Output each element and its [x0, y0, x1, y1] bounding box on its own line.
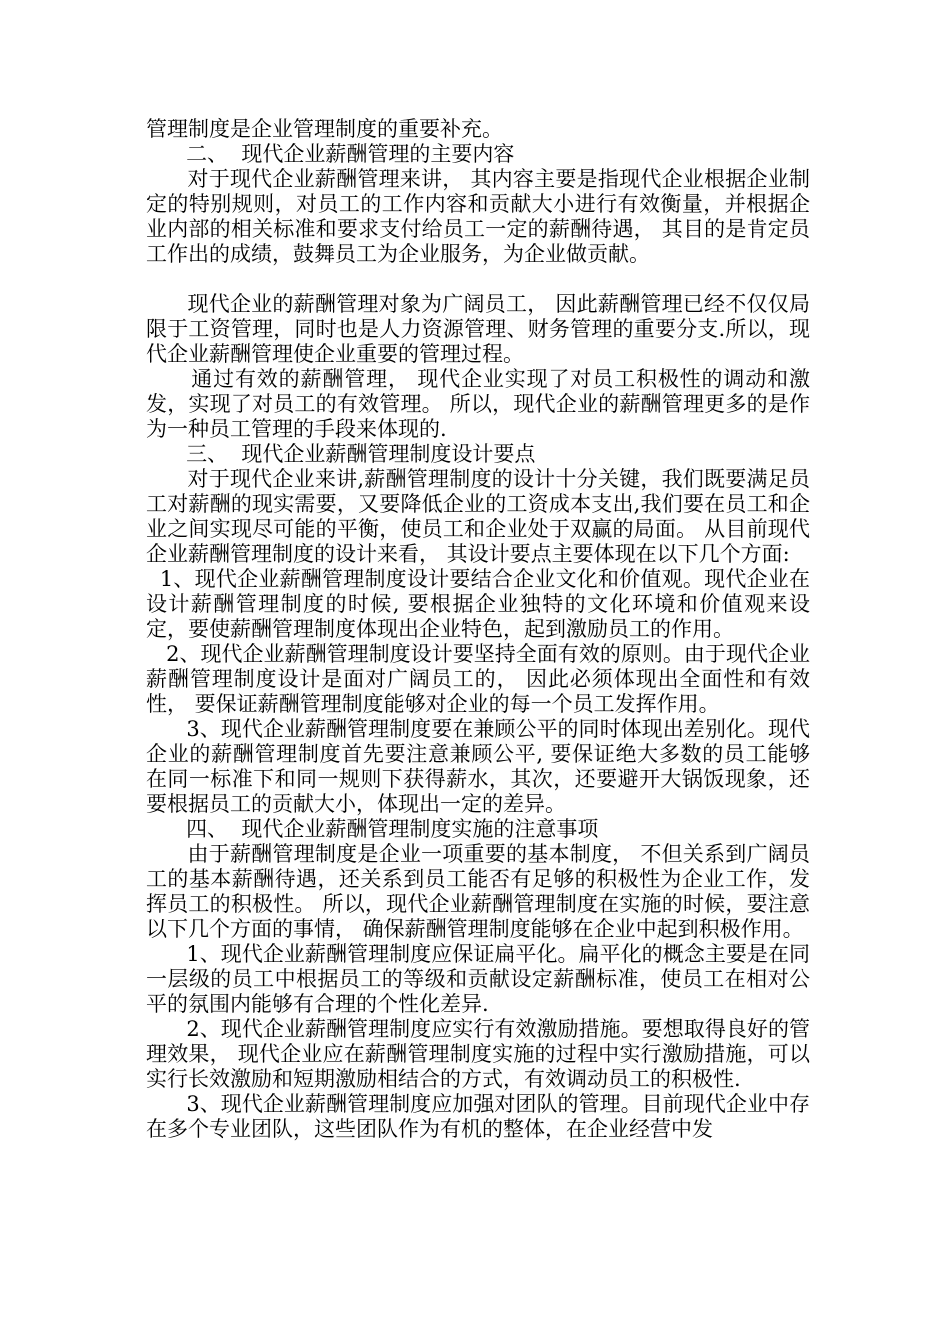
paragraph: 现代企业的薪酬管理对象为广阔员工， 因此薪酬管理已经不仅仅局限于工资管理，同时也是人力资源管理、财务管理的重要分支.所以，现代企业薪酬管理使企业重要的管理过程。 — [146, 292, 810, 366]
paragraph: 由于薪酬管理制度是企业一项重要的基本制度， 不但关系到广阔员工的基本薪酬待遇，还关系到员工能否有足够的积极性为企业工作，发挥员工的积极性。 所以，现代企业薪酬管理制度在实施的时候，要注意以下几个方面的事情， 确保薪酬管理制度能够在企业中起到积极作用。 — [146, 842, 810, 941]
section-heading: 二、 现代企业薪酬管理的主要内容 — [146, 142, 515, 166]
paragraph: 对于现代企业来讲,薪酬管理制度的设计十分关键，我们既要满足员工对薪酬的现实需要，又要降低企业的工资成本支出,我们要在员工和企业之间实现尽可能的平衡，使员工和企业处于双赢的局面。 从目前现代企业薪酬管理制度的设计来看， 其设计要点主要体现在以下几个方面: — [146, 467, 810, 566]
list-item: 3、现代企业薪酬管理制度应加强对团队的管理。目前现代企业中存在多个专业团队，这些团队作为有机的整体，在企业经营中发 — [146, 1092, 810, 1141]
blank-line — [146, 267, 810, 292]
paragraph: 对于现代企业薪酬管理来讲， 其内容主要是指现代企业根据企业制定的特别规则，对员工的工作内容和贡献大小进行有效衡量，并根据企业内部的相关标准和要求支付给员工一定的薪酬待遇， 其目的是肯定员工作出的成绩，鼓舞员工为企业服务，为企业做贡献。 — [146, 167, 810, 266]
section-heading: 四、 现代企业薪酬管理制度实施的注意事项 — [146, 817, 599, 841]
list-item: 1、现代企业薪酬管理制度应保证扁平化。扁平化的概念主要是在同一层级的员工中根据员工的等级和贡献设定薪酬标准，使员工在相对公平的氛围内能够有合理的个性化差异. — [146, 942, 810, 1016]
document-body — [146, 117, 810, 1142]
paragraph: 通过有效的薪酬管理， 现代企业实现了对员工积极性的调动和激发，实现了对员工的有效管理。 所以，现代企业的薪酬管理更多的是作为一种员工管理的手段来体现的. — [146, 367, 810, 441]
list-item: 2、现代企业薪酬管理制度设计要坚持全面有效的原则。由于现代企业薪酬管理制度设计是面对广阔员工的， 因此必须体现出全面性和有效性， 要保证薪酬管理制度能够对企业的每一个员工发挥作用。 — [146, 642, 811, 716]
list-item: 2、现代企业薪酬管理制度应实行有效激励措施。要想取得良好的管理效果， 现代企业应在薪酬管理制度实施的过程中实行激励措施，可以实行长效激励和短期激励相结合的方式，有效调动员工的积极性. — [146, 1017, 810, 1091]
list-item: 1、现代企业薪酬管理制度设计要结合企业文化和价值观。现代企业在设计薪酬管理制度的时候, 要根据企业独特的文化环境和价值观来设定，要使薪酬管理制度体现出企业特色，起到激励员工的作用。 — [146, 567, 810, 641]
list-item: 3、现代企业薪酬管理制度要在兼顾公平的同时体现出差别化。现代企业的薪酬管理制度首先要注意兼顾公平, 要保证绝大多数的员工能够在同一标准下和同一规则下获得薪水，其次，还要避开大锅饭现象，还要根据员工的贡献大小，体现出一定的差异。 — [146, 717, 810, 816]
section-heading: 三、 现代企业薪酬管理制度设计要点 — [146, 442, 536, 466]
paragraph: 管理制度是企业管理制度的重要补充。 — [146, 117, 503, 141]
